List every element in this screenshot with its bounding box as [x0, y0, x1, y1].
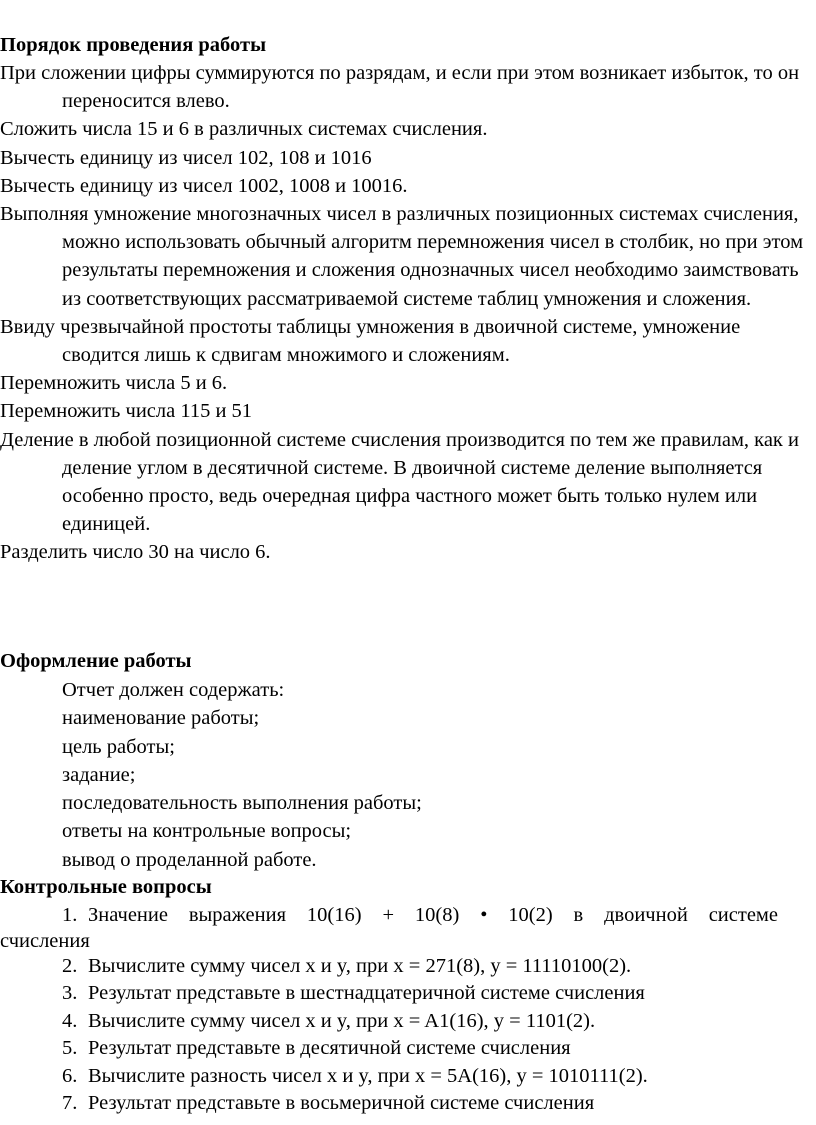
question-text: Результат представьте в шестнадцатеричной системе счисления [88, 982, 645, 1004]
list-item: задание; [62, 763, 136, 786]
question-item [0, 980, 816, 1008]
question-text: Результат представьте в десятичной системе счисления [88, 1037, 571, 1059]
paragraph: Ввиду чрезвычайной простоты таблицы умножения в двоичной системе, умножение сводится лишь к сдвигам множимого и сложениям. [0, 315, 741, 367]
question-text: Вычислите сумму чисел x и y, при x = A1(16), y = 1101(2). [88, 1009, 596, 1032]
report-requirements-list [62, 676, 422, 874]
control-questions-list [0, 902, 816, 1118]
question-text-continuation: счисления [0, 929, 90, 952]
paragraph: При сложении цифры суммируются по разрядам, и если при этом возникает избыток, то он переносится влево. [0, 62, 800, 113]
paragraph: Деление в любой позиционной системе счисления производится по тем же правилам, как и деление углом в десятичной системе. В двоичной системе деление выполняется особенно просто, ведь очередная цифра частного может быть только нулем или единицей. [0, 428, 799, 536]
question-number: 7. [62, 1092, 78, 1114]
paragraph: Вычесть единицу из чисел 1002, 1008 и 10016. [0, 174, 408, 197]
question-number: 1. [62, 904, 78, 926]
question-item [0, 902, 816, 930]
question-item [0, 1090, 816, 1118]
question-text: Вычислите разность чисел x и y, при x = 5A(16), y = 1010111(2). [88, 1064, 648, 1087]
question-number: 5. [62, 1037, 78, 1059]
list-item: наименование работы; [62, 707, 260, 730]
list-item: Отчет должен содержать: [62, 679, 285, 701]
question-item [0, 1008, 816, 1036]
paragraph: Выполняя умножение многозначных чисел в различных позиционных системах счисления, можно использовать обычный алгоритм перемножения чисел в столбик, но при этом результаты перемножения и сложения однозначных чисел необходимо заимствовать из соответствующих рассматриваемой системе таблиц умножения и сложения. [0, 203, 804, 310]
list-item: последовательность выполнения работы; [62, 792, 422, 815]
section-title-formatting: Оформление работы [0, 650, 192, 672]
question-number: 2. [62, 954, 78, 977]
list-item: вывод о проделанной работе. [62, 848, 317, 871]
question-number: 6. [62, 1064, 78, 1087]
question-item [0, 953, 816, 981]
question-number: 3. [62, 982, 78, 1004]
paragraph: Сложить числа 15 и 6 в различных системах счисления. [0, 118, 488, 141]
paragraph: Разделить число 30 на число 6. [0, 541, 271, 564]
question-item [0, 1063, 816, 1091]
question-text: Результат представьте в восьмеричной системе счисления [88, 1092, 595, 1114]
procedure-body [0, 59, 816, 567]
question-text: Значение выражения 10(16) + 10(8) • 10(2) в двоичной системе [88, 904, 778, 926]
paragraph: Вычесть единицу из чисел 102, 108 и 1016 [0, 146, 372, 169]
section-title-control-questions: Контрольные вопросы [0, 876, 212, 898]
question-text: Вычислите сумму чисел x и y, при x = 271(8), y = 11110100(2). [88, 954, 632, 977]
paragraph: Перемножить числа 115 и 51 [0, 400, 253, 423]
question-item [0, 1035, 816, 1063]
list-item: ответы на контрольные вопросы; [62, 820, 352, 843]
paragraph: Перемножить числа 5 и 6. [0, 372, 228, 395]
list-item: цель работы; [62, 735, 175, 758]
section-title-procedure: Порядок проведения работы [0, 34, 267, 56]
question-number: 4. [62, 1009, 78, 1032]
